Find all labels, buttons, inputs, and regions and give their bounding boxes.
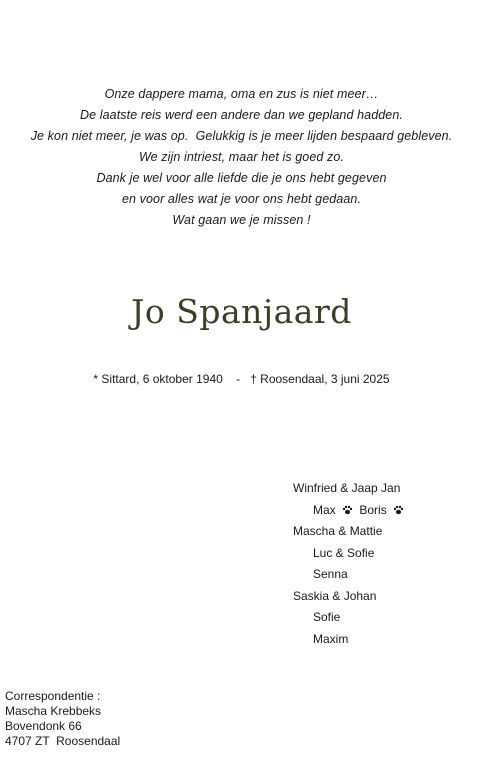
family-member: Maxim: [313, 631, 349, 646]
family-list: [293, 478, 407, 650]
family-member: Winfried & Jaap Jan: [293, 481, 401, 495]
family-member: Saskia & Johan: [293, 588, 377, 603]
family-member: Senna: [313, 567, 348, 581]
correspondence-city: 4707 ZT Roosendaal: [5, 734, 121, 748]
poem-line: De laatste reis werd een andere dan we gepland hadden.: [80, 108, 403, 122]
deceased-name: Jo Spanjaard: [131, 292, 352, 331]
pet-name: Boris: [359, 502, 387, 517]
pet-name: Max: [313, 502, 336, 517]
correspondence-label: Correspondentie :: [5, 689, 101, 703]
birth-death-dates: * Sittard, 6 oktober 1940 - † Roosendaal, 3 juni 2025: [93, 372, 390, 386]
poem-line: Onze dappere mama, oma en zus is niet meer…: [104, 87, 379, 101]
poem-line: en voor alles wat je voor ons hebt gedaan.: [121, 192, 362, 206]
family-member: Mascha & Mattie: [293, 524, 383, 538]
pets-row: [293, 500, 407, 522]
poem-line: Wat gaan we je missen !: [172, 213, 311, 227]
poem-line: We zijn intriest, maar het is goed zo.: [138, 150, 345, 164]
paw-icon: [342, 505, 353, 515]
paw-icon: [393, 505, 404, 515]
correspondence-name: Mascha Krebbeks: [5, 704, 102, 718]
poem-line: Je kon niet meer, je was op. Gelukkig is je meer lijden bespaard gebleven.: [30, 129, 453, 143]
family-member: Luc & Sofie: [313, 545, 375, 560]
family-member: Sofie: [313, 610, 341, 624]
correspondence-street: Bovendonk 66: [5, 719, 82, 733]
poem-block: [0, 84, 483, 231]
poem-line: Dank je wel voor alle liefde die je ons hebt gegeven: [96, 171, 387, 185]
correspondence-address: [5, 689, 120, 749]
